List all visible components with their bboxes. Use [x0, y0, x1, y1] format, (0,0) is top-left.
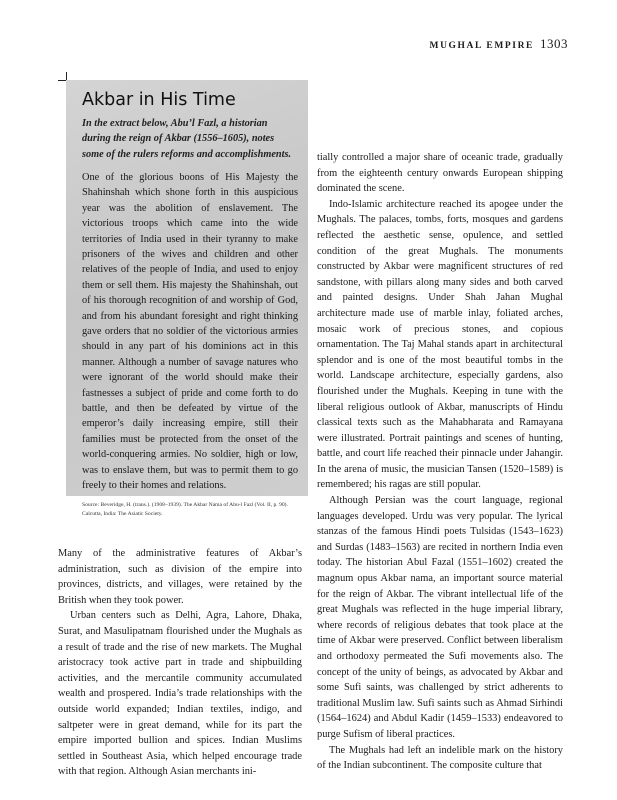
paragraph: Many of the administrative features of Akbar’s administration, such as division of the empire into provinces, districts, and villages, were retained by the British when they took power. — [58, 548, 302, 606]
page-number: 1303 — [540, 36, 568, 51]
paragraph: tially controlled a major share of oceanic trade, gradually from the eighteenth century onwards European shipping dominated the scene. — [317, 152, 563, 195]
right-column — [317, 150, 563, 774]
paragraph: The Mughals had left an indelible mark on the history of the Indian subcontinent. The composite culture that — [317, 744, 563, 772]
sidebar-quote: One of the glorious boons of His Majesty the Shahinshah which shone forth in this auspicious year was the abolition of enslavement. The victorious troops which came into the wide territories of India used in their tyranny to make prisoners of the wives and children and other relatives of the people of India, and used to enjoy them or sell them. His majesty the Shahinshah, out of his thorough recognition of and worship of God, and from his abundant foresight and right thinking gave orders that no soldier of the victorious armies should in any part of his dominions act in this manner. Although a number of savage natures who were ignorant of the world should make their fastnesses a subject of pride and come forth to do battle, and then be defeated by virtue of the emperor’s daily increasing empire, still their families must be protected from the onset of the world-conquering armies. No soldier, high or low, was to enslave them, but was to permit them to go freely to their homes and relations. — [82, 171, 298, 492]
sidebar-intro: In the extract below, Abu’l Fazl, a historian during the reign of Akbar (1556–1605), notes some of the rulers reforms and accomplishments. — [82, 118, 292, 160]
sidebar-box — [66, 80, 308, 517]
paragraph: Although Persian was the court language, regional languages developed. Urdu was very popular. The lyrical stanzas of the famous Hindi poets Tulsidas (1543–1623) and Surdas (1483–1563) are recited in northern India even today. The historian Abul Fazal (1551–1602) created the magnum opus Akbar nama, an important source material for the reign of Akbar. The vibrant intellectual life of the great Mughals was reflected in the huge imperial library, where records of religious debates that took place at the time of Akbar were preserved. Conflict between liberalism and orthodoxy permeated the Sufi movements also. The concept of the unity of beings, as advocated by Akbar and some Sufi saints, was challenged by strict adherents to traditional Muslim law. Sufi saints such as Ahmad Sirhindi (1564–1624) and Abdul Kadir (1459–1533) endeavored to purge Sufism of liberal practices. — [317, 495, 563, 740]
sidebar-title: Akbar in His Time — [82, 90, 236, 110]
paragraph: Indo-Islamic architecture reached its apogee under the Mughals. The palaces, tombs, forts, mosques and gardens reflected the aesthetic sense, opulence, and settled condition of the great Mughals. The monuments constructed by Akbar were magnificent structures of red sandstone, with pillars along many sides and both carved and painted designs. Under Shah Jahan Mughal architecture made use of marble inlay, foliated arches, mosaic work of precious stones, and copious ornamentation. The Taj Mahal stands apart in architectural splendor and is one of the most beautiful tombs in the world. Landscape architecture, especially gardens, also flourished under the Mughals. Keeping in tune with the liberal religious outlook of Akbar, manuscripts of Hindu classical texts such as the Mahabharata and Ramayana were illustrated. Portrait paintings and scenes of hunting, battle, and court life reached their pinnacle under Jahangir. In the arena of music, the musician Tansen (1520–1589) is remembered; his ragas are still popular. — [317, 198, 563, 491]
running-header — [430, 36, 568, 52]
section-title: MUGHAL EMPIRE — [429, 41, 534, 51]
left-column — [58, 546, 302, 780]
paragraph: Urban centers such as Delhi, Agra, Lahore, Dhaka, Surat, and Masulipatnam flourished under the Mughals as a result of trade and the rise of new markets. The Mughal aristocracy took active part in trade and shipbuilding activities, and the mercantile community accumulated wealth and prospered. India’s trade relationships with the outside world expanded; Indian textiles, indigo, and saltpeter were in great demand, while for its part the empire imported bullion and spices. Indian Muslims settled in Southeast Asia, which helped encourage trade with that region. Although Asian merchants ini- — [58, 610, 302, 778]
sidebar-source: Source: Beveridge, H. (trans.). (1908–1939). The Akbar Nama of Abu-l Fazl (Vol. II, p. 90). Calcutta, India: The Asiatic Society. — [82, 502, 288, 517]
